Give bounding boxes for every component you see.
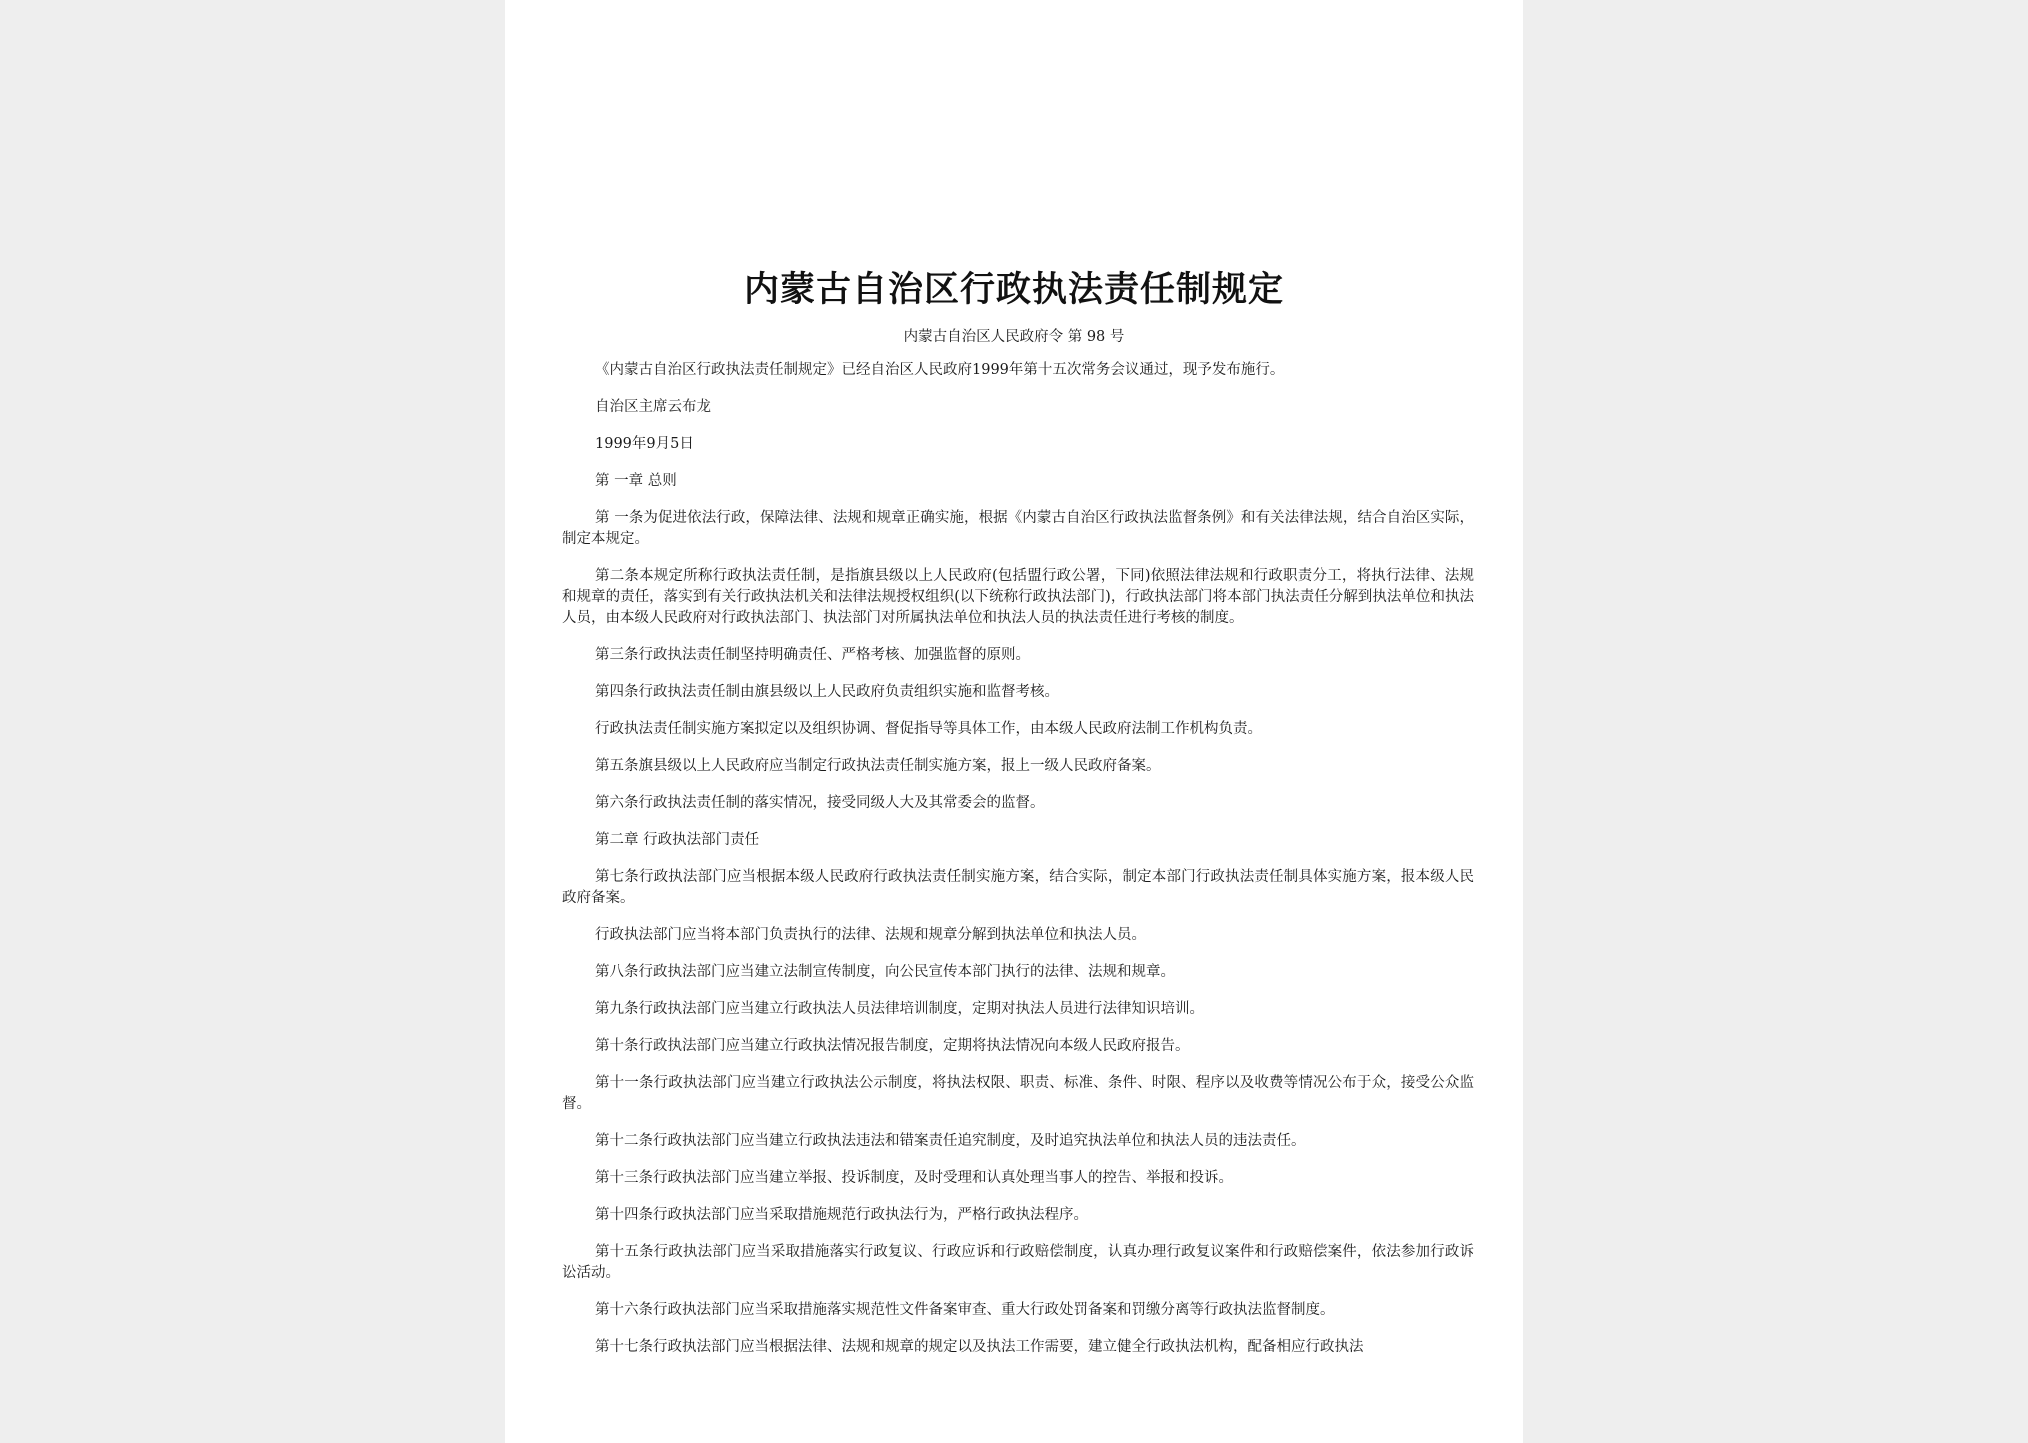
chapter-heading: 第二章 行政执法部门责任 bbox=[595, 832, 760, 848]
article-paragraph: 第十七条行政执法部门应当根据法律、法规和规章的规定以及执法工作需要，建立健全行政执法机构，配备相应行政执法 bbox=[595, 1339, 1364, 1355]
article-paragraph: 第十二条行政执法部门应当建立行政执法违法和错案责任追究制度，及时追究执法单位和执法人员的违法责任。 bbox=[595, 1133, 1306, 1149]
article-paragraph: 行政执法责任制实施方案拟定以及组织协调、督促指导等具体工作，由本级人民政府法制工作机构负责。 bbox=[595, 721, 1262, 737]
article-paragraph: 第六条行政执法责任制的落实情况，接受同级人大及其常委会的监督。 bbox=[595, 795, 1045, 811]
document-title: 内蒙古自治区行政执法责任制规定 bbox=[743, 269, 1284, 310]
article-paragraph: 第十五条行政执法部门应当采取措施落实行政复议、行政应诉和行政赔偿制度，认真办理行政复议案件和行政赔偿案件，依法参加行政诉讼活动。 bbox=[562, 1244, 1474, 1281]
paragraph-promulgation: 《内蒙古自治区行政执法责任制规定》已经自治区人民政府1999年第十五次常务会议通过，现予发布施行。 bbox=[595, 362, 1285, 378]
article-paragraph: 第十六条行政执法部门应当采取措施落实规范性文件备案审查、重大行政处罚备案和罚缴分离等行政执法监督制度。 bbox=[595, 1302, 1335, 1318]
paragraph-signatory: 自治区主席云布龙 bbox=[595, 399, 711, 415]
article-paragraph: 第四条行政执法责任制由旗县级以上人民政府负责组织实施和监督考核。 bbox=[595, 684, 1059, 700]
government-order-number: 内蒙古自治区人民政府令 第 98 号 bbox=[903, 329, 1125, 345]
article-paragraph: 第三条行政执法责任制坚持明确责任、严格考核、加强监督的原则。 bbox=[595, 647, 1030, 663]
article-paragraph: 第九条行政执法部门应当建立行政执法人员法律培训制度，定期对执法人员进行法律知识培训。 bbox=[595, 1001, 1204, 1017]
article-paragraph: 第十三条行政执法部门应当建立举报、投诉制度，及时受理和认真处理当事人的控告、举报和投诉。 bbox=[595, 1170, 1233, 1186]
article-paragraph: 第十一条行政执法部门应当建立行政执法公示制度，将执法权限、职责、标准、条件、时限、程序以及收费等情况公布于众，接受公众监督。 bbox=[562, 1075, 1474, 1112]
article-paragraph: 第二条本规定所称行政执法责任制，是指旗县级以上人民政府(包括盟行政公署，下同)依照法律法规和行政职责分工，将执行法律、法规和规章的责任，落实到有关行政执法机关和法律法规授权组织(以下统称行政执法部门)，行政执法部门将本部门执法责任分解到执法单位和执法人员，由本级人民政府对行政执法部门、执法部门对所属执法单位和执法人员的执法责任进行考核的制度。 bbox=[562, 568, 1474, 626]
article-paragraph: 第八条行政执法部门应当建立法制宣传制度，向公民宣传本部门执行的法律、法规和规章。 bbox=[595, 964, 1175, 980]
paragraph-date: 1999年9月5日 bbox=[595, 436, 694, 452]
article-paragraph: 第五条旗县级以上人民政府应当制定行政执法责任制实施方案，报上一级人民政府备案。 bbox=[595, 758, 1161, 774]
article-paragraph: 行政执法部门应当将本部门负责执行的法律、法规和规章分解到执法单位和执法人员。 bbox=[595, 927, 1146, 943]
document-page bbox=[505, 0, 1523, 1443]
article-paragraph: 第十四条行政执法部门应当采取措施规范行政执法行为，严格行政执法程序。 bbox=[595, 1207, 1088, 1223]
article-paragraph: 第七条行政执法部门应当根据本级人民政府行政执法责任制实施方案，结合实际，制定本部门行政执法责任制具体实施方案，报本级人民政府备案。 bbox=[562, 869, 1474, 906]
document-body bbox=[562, 360, 1474, 1374]
chapter-heading: 第 一章 总则 bbox=[595, 473, 677, 489]
article-paragraph: 第十条行政执法部门应当建立行政执法情况报告制度，定期将执法情况向本级人民政府报告。 bbox=[595, 1038, 1190, 1054]
article-paragraph: 第 一条为促进依法行政，保障法律、法规和规章正确实施，根据《内蒙古自治区行政执法监督条例》和有关法律法规，结合自治区实际，制定本规定。 bbox=[562, 510, 1474, 547]
